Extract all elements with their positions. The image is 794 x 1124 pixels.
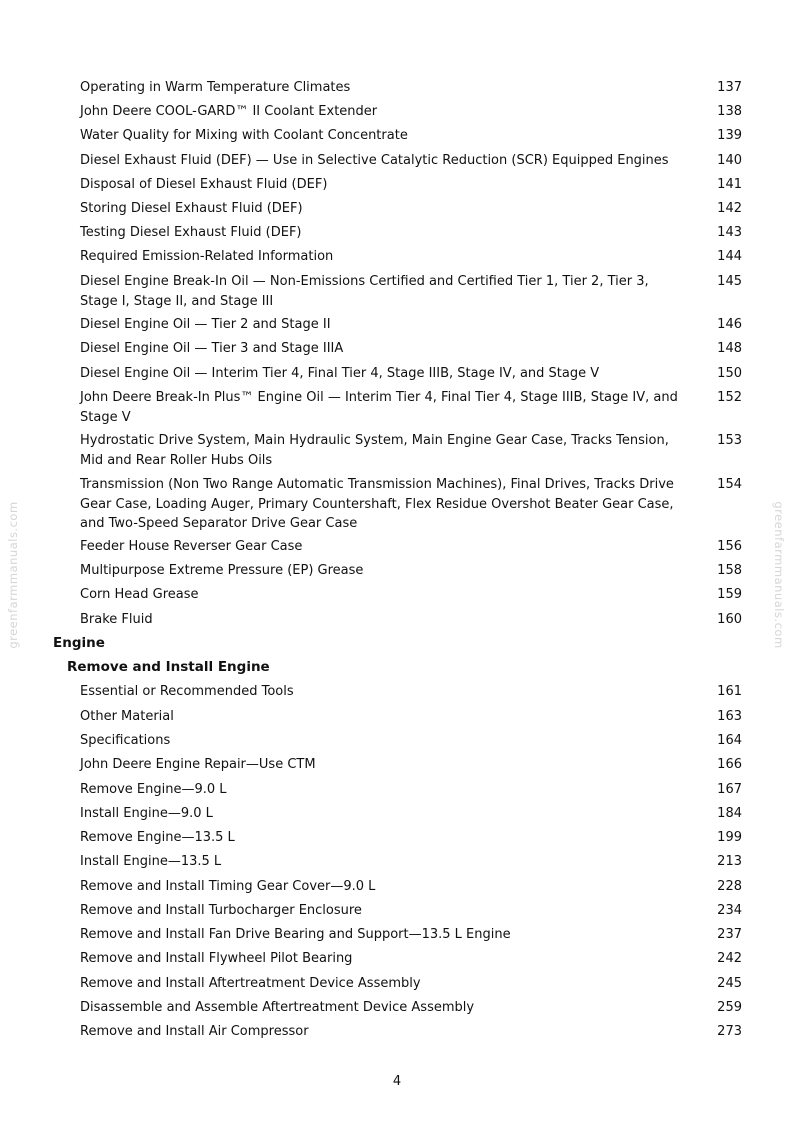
toc-entry-page: 184 bbox=[717, 806, 742, 821]
toc-entry[interactable] bbox=[80, 272, 742, 311]
toc-entry-title: Remove and Install Air Compressor bbox=[80, 1024, 309, 1039]
toc-entry-page: 153 bbox=[717, 433, 742, 448]
toc-entry-page: 228 bbox=[717, 879, 742, 894]
toc-entry-title: Disposal of Diesel Exhaust Fluid (DEF) bbox=[80, 177, 328, 192]
toc-entry[interactable] bbox=[80, 537, 742, 557]
toc-entry-title: Specifications bbox=[80, 733, 171, 748]
toc-entry[interactable] bbox=[80, 610, 742, 630]
toc-entry-page: 144 bbox=[717, 249, 742, 264]
toc-entry-page: 156 bbox=[717, 539, 742, 554]
toc-entry-page: 145 bbox=[717, 274, 742, 289]
toc-entry-title: Remove and Install Turbocharger Enclosure bbox=[80, 903, 362, 918]
toc-entry-title: John Deere COOL-GARD™ II Coolant Extender bbox=[80, 104, 378, 119]
toc-entry[interactable] bbox=[80, 1022, 742, 1042]
toc-entry-page: 152 bbox=[717, 390, 742, 405]
subsection-heading[interactable]: Remove and Install Engine bbox=[67, 659, 270, 675]
toc-entry-page: 159 bbox=[717, 587, 742, 602]
toc-entry[interactable] bbox=[80, 682, 742, 702]
toc-entry-page: 143 bbox=[717, 225, 742, 240]
toc-entry[interactable] bbox=[80, 949, 742, 969]
toc-entry-page: 273 bbox=[717, 1024, 742, 1039]
toc-entry-page: 150 bbox=[717, 366, 742, 381]
toc-entry-title: Remove and Install Fan Drive Bearing and Support—13.5 L Engine bbox=[80, 927, 511, 942]
toc-entry-page: 161 bbox=[717, 684, 742, 699]
watermark-text: greenfarmmanuals.com bbox=[6, 501, 20, 649]
page-number: 4 bbox=[392, 1074, 402, 1089]
toc-entry-page: 141 bbox=[717, 177, 742, 192]
toc-entry-page: 164 bbox=[717, 733, 742, 748]
toc-entry[interactable] bbox=[80, 925, 742, 945]
toc-entry-page: 242 bbox=[717, 951, 742, 966]
toc-entry-title: John Deere Engine Repair—Use CTM bbox=[80, 757, 316, 772]
toc-entry[interactable] bbox=[80, 247, 742, 267]
toc-entry-page: 245 bbox=[717, 976, 742, 991]
toc-entry-page: 234 bbox=[717, 903, 742, 918]
toc-entry-title: Required Emission-Related Information bbox=[80, 249, 334, 264]
toc-entry-page: 163 bbox=[717, 709, 742, 724]
toc-entry[interactable] bbox=[80, 755, 742, 775]
toc-entry[interactable] bbox=[80, 126, 742, 146]
toc-entry[interactable] bbox=[80, 585, 742, 605]
toc-entry-title: Multipurpose Extreme Pressure (EP) Grease bbox=[80, 563, 364, 578]
toc-entry[interactable] bbox=[80, 315, 742, 335]
toc-entry-title: Water Quality for Mixing with Coolant Concentrate bbox=[80, 128, 408, 143]
toc-entry-title: Diesel Engine Oil — Tier 2 and Stage II bbox=[80, 317, 331, 332]
toc-entry-title: Transmission (Non Two Range Automatic Transmission Machines), Final Drives, Tracks Drive Gear Case, Loading Auger, Primary Countershaft, Flex Residue Overshot Beater Gear Case, and Two-Speed Separator Drive Gear Case bbox=[80, 477, 674, 531]
toc-entry-page: 148 bbox=[717, 341, 742, 356]
toc-entry-title: Remove Engine—9.0 L bbox=[80, 782, 227, 797]
toc-entry[interactable] bbox=[80, 78, 742, 98]
toc-entry[interactable] bbox=[80, 475, 742, 534]
toc-entry-title: Remove and Install Aftertreatment Device Assembly bbox=[80, 976, 421, 991]
toc-entry[interactable] bbox=[80, 151, 742, 171]
toc-entry-title: Other Material bbox=[80, 709, 174, 724]
toc-entry[interactable] bbox=[80, 388, 742, 427]
toc-entry-page: 137 bbox=[717, 80, 742, 95]
toc-entry-title: Brake Fluid bbox=[80, 612, 153, 627]
toc-entry-page: 140 bbox=[717, 153, 742, 168]
toc-entry-page: 160 bbox=[717, 612, 742, 627]
section-heading[interactable]: Engine bbox=[53, 635, 105, 651]
toc-entry-title: Corn Head Grease bbox=[80, 587, 199, 602]
toc-entry-page: 154 bbox=[717, 477, 742, 492]
toc-entry[interactable] bbox=[80, 102, 742, 122]
toc-entry[interactable] bbox=[80, 364, 742, 384]
toc-entry[interactable] bbox=[80, 780, 742, 800]
toc-entry[interactable] bbox=[80, 804, 742, 824]
toc-entry-title: Operating in Warm Temperature Climates bbox=[80, 80, 351, 95]
toc-entry[interactable] bbox=[80, 175, 742, 195]
toc-entry[interactable] bbox=[80, 852, 742, 872]
toc-entry-title: Diesel Engine Break-In Oil — Non-Emissions Certified and Certified Tier 1, Tier 2, Tier 3, Stage I, Stage II, and Stage III bbox=[80, 274, 649, 309]
toc-entry-title: Feeder House Reverser Gear Case bbox=[80, 539, 303, 554]
toc-entry-title: Hydrostatic Drive System, Main Hydraulic System, Main Engine Gear Case, Tracks Tension, Mid and Rear Roller Hubs Oils bbox=[80, 433, 669, 468]
toc-entry-page: 146 bbox=[717, 317, 742, 332]
toc-entry-page: 139 bbox=[717, 128, 742, 143]
toc-entry[interactable] bbox=[80, 561, 742, 581]
watermark-text: greenfarmmanuals.com bbox=[772, 501, 786, 649]
toc-entry-title: Disassemble and Assemble Aftertreatment Device Assembly bbox=[80, 1000, 475, 1015]
toc-entry[interactable] bbox=[80, 998, 742, 1018]
toc-entry-title: Remove Engine—13.5 L bbox=[80, 830, 235, 845]
toc-entry-title: Storing Diesel Exhaust Fluid (DEF) bbox=[80, 201, 303, 216]
toc-entry-title: Install Engine—9.0 L bbox=[80, 806, 213, 821]
toc-entry[interactable] bbox=[80, 707, 742, 727]
toc-entry[interactable] bbox=[80, 431, 742, 470]
toc-entry-page: 138 bbox=[717, 104, 742, 119]
toc-entry-page: 237 bbox=[717, 927, 742, 942]
toc-entry-page: 167 bbox=[717, 782, 742, 797]
watermark-left bbox=[6, 501, 20, 649]
toc-entry[interactable] bbox=[80, 339, 742, 359]
toc-entry-title: Install Engine—13.5 L bbox=[80, 854, 222, 869]
toc-entry-page: 213 bbox=[717, 854, 742, 869]
toc-entry-page: 259 bbox=[717, 1000, 742, 1015]
toc-entry[interactable] bbox=[80, 731, 742, 751]
toc-entry-title: Remove and Install Timing Gear Cover—9.0 L bbox=[80, 879, 376, 894]
toc-entry[interactable] bbox=[80, 974, 742, 994]
toc-entry-title: Diesel Engine Oil — Tier 3 and Stage IIIA bbox=[80, 341, 344, 356]
watermark-right bbox=[772, 501, 786, 649]
toc-entry[interactable] bbox=[80, 223, 742, 243]
toc-entry[interactable] bbox=[80, 877, 742, 897]
toc-entry-page: 142 bbox=[717, 201, 742, 216]
toc-entry[interactable] bbox=[80, 901, 742, 921]
toc-entry-title: Essential or Recommended Tools bbox=[80, 684, 294, 699]
toc-entry-title: Testing Diesel Exhaust Fluid (DEF) bbox=[80, 225, 302, 240]
toc-entry-title: Diesel Exhaust Fluid (DEF) — Use in Selective Catalytic Reduction (SCR) Equipped Engines bbox=[80, 153, 669, 168]
toc-entry[interactable] bbox=[80, 828, 742, 848]
toc-entry-title: Diesel Engine Oil — Interim Tier 4, Final Tier 4, Stage IIIB, Stage IV, and Stage V bbox=[80, 366, 600, 381]
toc-entry-page: 166 bbox=[717, 757, 742, 772]
toc-entry-title: Remove and Install Flywheel Pilot Bearing bbox=[80, 951, 353, 966]
toc-entry[interactable] bbox=[80, 199, 742, 219]
toc-entry-page: 158 bbox=[717, 563, 742, 578]
toc-entry-page: 199 bbox=[717, 830, 742, 845]
toc-entry-title: John Deere Break-In Plus™ Engine Oil — Interim Tier 4, Final Tier 4, Stage IIIB, Stage IV, and Stage V bbox=[80, 390, 678, 425]
